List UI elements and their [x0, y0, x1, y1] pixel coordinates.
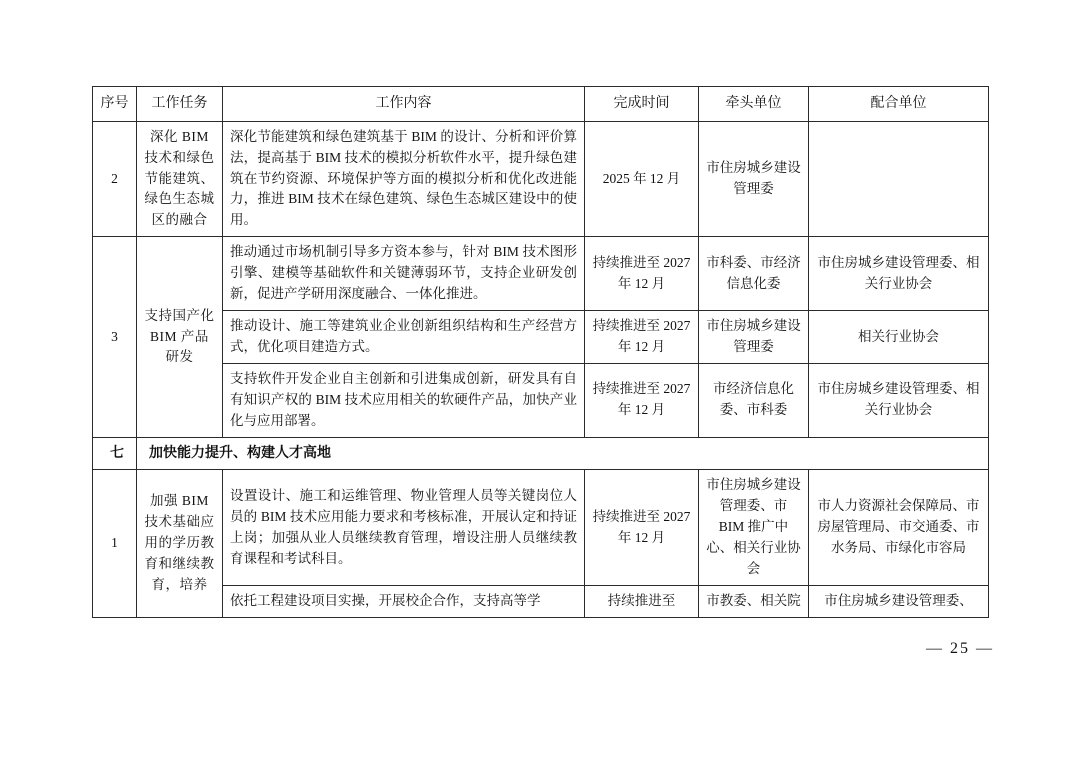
- cell-content: 设置设计、施工和运维管理、物业管理人员等关键岗位人员的 BIM 技术应用能力要求和考核标准，开展认定和持证上岗；加强从业人员继续教育管理，增设注册人员继续教育课程和考试科目。: [223, 470, 585, 586]
- table-section-row: [93, 437, 989, 470]
- table-row: [93, 311, 989, 364]
- cell-lead: 市住房城乡建设管理委: [699, 311, 809, 364]
- cell-lead: 市住房城乡建设管理委: [699, 121, 809, 237]
- cell-time: 持续推进至 2027 年 12 月: [585, 311, 699, 364]
- cell-seq: 3: [93, 237, 137, 437]
- cell-coop: 相关行业协会: [809, 311, 989, 364]
- column-header-seq: 序号: [93, 87, 137, 122]
- cell-task: 加强 BIM 技术基础应用的学历教育和继续教育，培养: [137, 470, 223, 618]
- column-header-time: 完成时间: [585, 87, 699, 122]
- cell-time: 持续推进至 2027 年 12 月: [585, 470, 699, 586]
- cell-section-title: 加快能力提升、构建人才高地: [137, 437, 989, 470]
- cell-content: 支持软件开发企业自主创新和引进集成创新，研发具有自有知识产权的 BIM 技术应用相关的软硬件产品，加快产业化与应用部署。: [223, 363, 585, 437]
- cell-coop: 市住房城乡建设管理委、相关行业协会: [809, 237, 989, 311]
- table-row: [93, 470, 989, 586]
- cell-time: 持续推进至: [585, 585, 699, 617]
- table-row-partial: [93, 585, 989, 617]
- cell-content: 深化节能建筑和绿色建筑基于 BIM 的设计、分析和评价算法，提高基于 BIM 技术的模拟分析软件水平，提升绿色建筑在节约资源、环境保护等方面的模拟分析和优化改进能力，推进 BIM 技术在绿色建筑、绿色生态城区建设中的使用。: [223, 121, 585, 237]
- cell-time: 2025 年 12 月: [585, 121, 699, 237]
- cell-coop: [809, 121, 989, 237]
- cell-coop: 市人力资源社会保障局、市房屋管理局、市交通委、市水务局、市绿化市容局: [809, 470, 989, 586]
- table-row: [93, 363, 989, 437]
- cell-content: 推动通过市场机制引导多方资本参与，针对 BIM 技术图形引擎、建模等基础软件和关键薄弱环节，支持企业研发创新，促进产学研用深度融合、一体化推进。: [223, 237, 585, 311]
- column-header-coop: 配合单位: [809, 87, 989, 122]
- cell-coop: 市住房城乡建设管理委、相关行业协会: [809, 363, 989, 437]
- cell-lead: 市住房城乡建设管理委、市 BIM 推广中心、相关行业协会: [699, 470, 809, 586]
- cell-lead: 市教委、相关院: [699, 585, 809, 617]
- cell-seq: 2: [93, 121, 137, 237]
- cell-time: 持续推进至 2027 年 12 月: [585, 237, 699, 311]
- cell-seq: 1: [93, 470, 137, 618]
- column-header-task: 工作任务: [137, 87, 223, 122]
- cell-section-seq: 七: [93, 437, 137, 470]
- page-number: — 25 —: [926, 640, 994, 657]
- table-row: [93, 237, 989, 311]
- column-header-lead: 牵头单位: [699, 87, 809, 122]
- work-plan-table: [92, 86, 989, 618]
- cell-task: 支持国产化 BIM 产品研发: [137, 237, 223, 437]
- table-row: [93, 121, 989, 237]
- cell-task: 深化 BIM 技术和绿色节能建筑、绿色生态城区的融合: [137, 121, 223, 237]
- cell-content: 依托工程建设项目实操，开展校企合作，支持高等学: [223, 585, 585, 617]
- cell-time: 持续推进至 2027 年 12 月: [585, 363, 699, 437]
- table-header-row: [93, 87, 989, 122]
- column-header-content: 工作内容: [223, 87, 585, 122]
- cell-lead: 市科委、市经济信息化委: [699, 237, 809, 311]
- cell-coop: 市住房城乡建设管理委、: [809, 585, 989, 617]
- cell-content: 推动设计、施工等建筑业企业创新组织结构和生产经营方式，优化项目建造方式。: [223, 311, 585, 364]
- cell-lead: 市经济信息化委、市科委: [699, 363, 809, 437]
